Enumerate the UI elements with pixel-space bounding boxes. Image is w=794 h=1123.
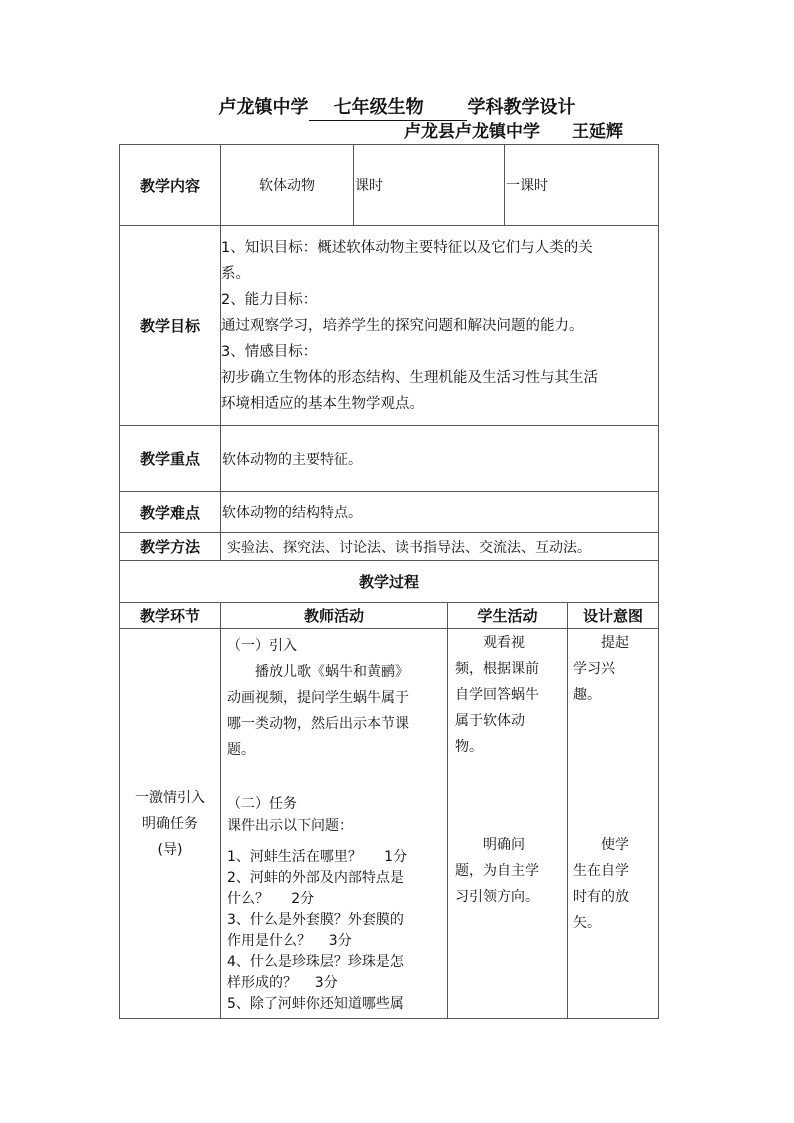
stage-line: (导) [157,841,183,858]
goal-line: 通过观察学习，培养学生的探究问题和解决问题的能力。 [221,317,584,334]
task-sub: 课件出示以下问题： [227,818,353,834]
student-line: 明确问 [483,837,525,853]
intent-line: 趣。 [573,687,601,703]
intent-line: 提起 [601,635,629,651]
intent-line: 时有的放 [573,889,629,905]
method-value: 实验法、探究法、讨论法、读书指导法、交流法、互动法。 [221,533,659,561]
intent-line: 矢。 [573,915,601,931]
question-line: 5、除了河蚌你还知道哪些属 [227,996,404,1012]
key-label: 教学重点 [120,426,221,492]
question-line: 4、什么是珍珠层？珍珠是怎 [227,954,404,970]
header-student: 学生活动 [448,603,568,629]
goal-line: 环境相适应的基本生物学观点。 [221,395,424,412]
key-value: 软体动物的主要特征。 [221,426,659,492]
goal-line: 3、情感目标： [221,343,318,360]
header-stage: 教学环节 [120,603,221,629]
task-title: （二）任务 [227,796,297,812]
student-activity [448,629,568,1019]
content-value: 软体动物 [221,145,354,226]
method-label: 教学方法 [120,533,221,561]
intro-title: （一）引入 [227,638,297,654]
subject-text: 生物 [387,97,424,118]
difficult-label: 教学难点 [120,492,221,533]
question-line: 作用是什么？ 3分 [227,933,352,949]
student-line: 物。 [455,739,483,755]
lesson-plan-table [119,144,659,1019]
intro-line: 播放儿歌《蜗牛和黄鹂》 [255,664,409,680]
difficult-row [120,492,659,533]
process-title: 教学过程 [120,561,659,603]
question-line: 1、河蚌生活在哪里？ 1分 [227,849,408,865]
method-row [120,533,659,561]
author-name: 王延辉 [572,122,623,142]
header-teacher: 教师活动 [221,603,448,629]
content-row [120,145,659,226]
question-line: 3、什么是外套膜？外套膜的 [227,912,404,928]
goal-line: 初步确立生物体的形态结构、生理机能及生活习性与其生活 [221,369,598,386]
stage-line: 一激情引入 [135,789,205,806]
difficult-value: 软体动物的结构特点。 [221,492,659,533]
teacher-activity [221,629,448,1019]
question-line: 样形成的？ 3分 [227,975,338,991]
student-line: 自学回答蜗牛 [455,687,539,703]
process-header-row [120,603,659,629]
stage-line: 明确任务 [142,815,198,832]
intent-line: 使学 [601,837,629,853]
content-label: 教学内容 [120,145,221,226]
goal-content [221,226,659,426]
intro-line: 动画视频，提问学生蜗牛属于 [227,690,409,706]
goal-row [120,226,659,426]
intent-line: 学习兴 [573,661,615,677]
grade-text: 七年级 [333,97,388,118]
author-school: 卢龙县卢龙镇中学 [404,122,540,142]
intro-line: 题。 [227,742,255,758]
goal-label: 教学目标 [120,226,221,426]
goal-line: 1、知识目标：概述软体动物主要特征以及它们与人类的关 [221,239,593,256]
student-line: 题，为自主学 [455,863,539,879]
student-line: 频，根据课前 [455,661,539,677]
student-line: 属于软体动 [455,713,525,729]
intro-line: 哪一类动物，然后出示本节课 [227,716,409,732]
question-line: 2、河蚌的外部及内部特点是 [227,870,404,886]
process-row [120,629,659,1019]
design-intent [568,629,659,1019]
author-line [404,121,623,143]
grade-blank [309,96,388,121]
school-name: 卢龙镇中学 [218,97,309,118]
subject-blank [388,96,468,121]
header-intent: 设计意图 [568,603,659,629]
intent-line: 生在自学 [573,863,629,879]
goal-line: 系。 [221,265,250,282]
student-line: 观看视 [483,635,525,651]
key-row [120,426,659,492]
period-value: 一课时 [505,145,659,226]
goal-line: 2、能力目标： [221,291,318,308]
student-line: 习引领方向。 [455,889,539,905]
document-title [0,96,794,121]
question-line: 什么？ 2分 [227,891,315,907]
stage-cell [120,629,221,1019]
period-label: 课时 [354,145,505,226]
design-title: 学科教学设计 [467,97,576,118]
process-title-row [120,561,659,603]
